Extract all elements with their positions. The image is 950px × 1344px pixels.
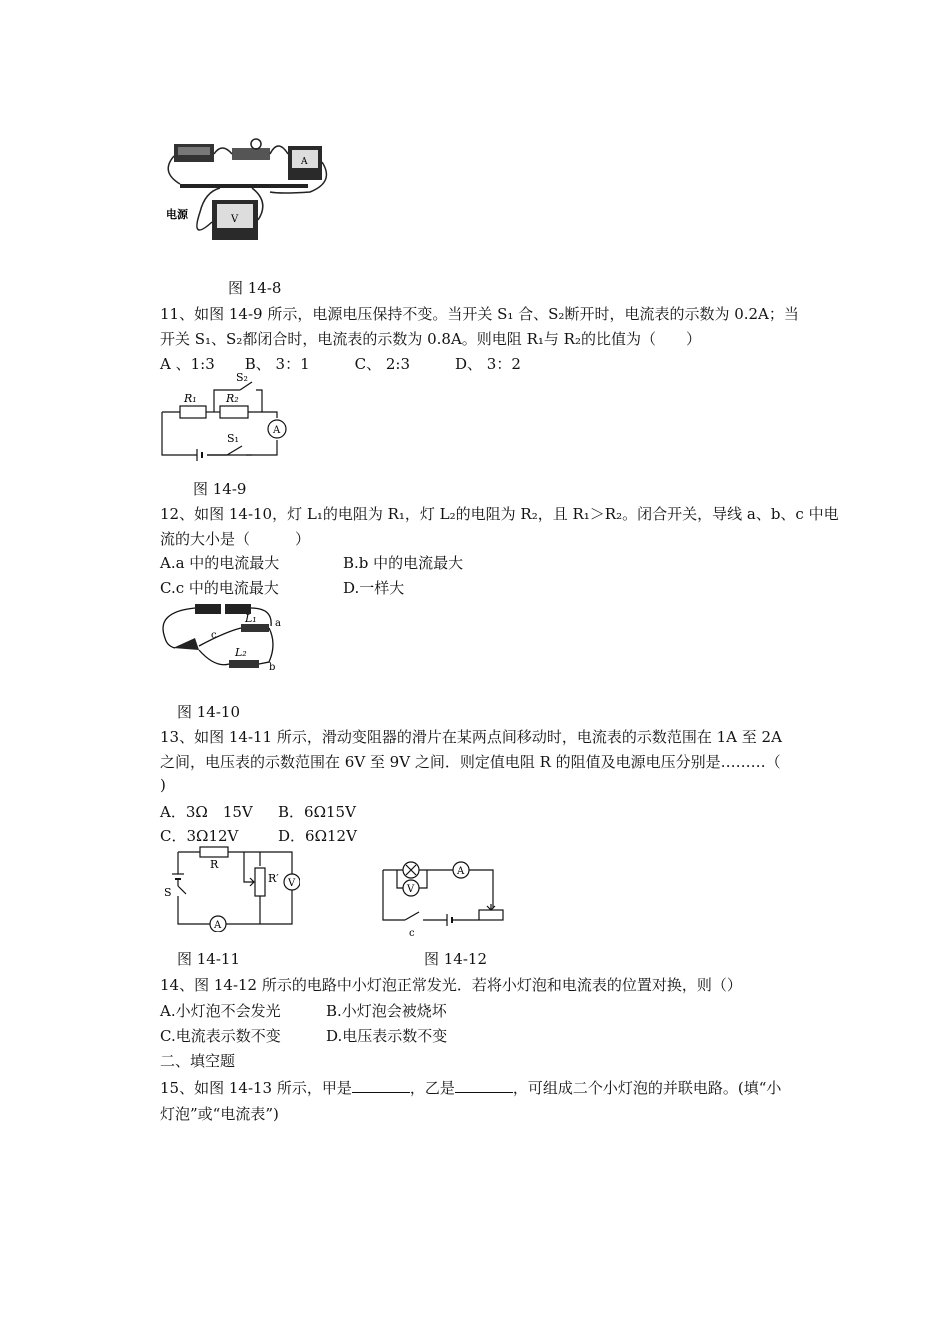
q12-option-c: C.c 中的电流最大: [160, 579, 279, 597]
caption-fig-14-12: 图 14-12: [424, 950, 488, 968]
fig14-11-ammeter-letter: A: [214, 920, 222, 931]
fig14-12-switch-label: c: [409, 928, 415, 939]
fig14-8-ammeter-letter: A: [301, 157, 308, 167]
fig14-10-c-label: c: [211, 630, 217, 641]
fig14-11-voltmeter-letter: V: [288, 878, 296, 889]
q12-line2: 流的大小是（ ）: [160, 530, 311, 548]
q11-options: A 、1:3 B、 3：1 C、 2:3 D、 3：2: [160, 355, 521, 373]
caption-fig-14-8: 图 14-8: [228, 279, 282, 297]
caption-fig-14-9: 图 14-9: [193, 480, 247, 498]
q15-blank-jia[interactable]: [352, 1078, 410, 1093]
fig14-10-b-label: b: [269, 662, 276, 673]
q11-line1: 11、如图 14-9 所示，电源电压保持不变。当开关 S₁ 合、S₂断开时，电流表的示数为 0.2A；当: [160, 305, 799, 323]
q14-option-d: D.电压表示数不变: [326, 1027, 448, 1045]
caption-fig-14-10: 图 14-10: [177, 703, 241, 721]
fig14-9-s2-label: S₂: [236, 371, 248, 384]
figure-14-10-circuit: [155, 598, 285, 680]
q13-line1: 13、如图 14-11 所示，滑动变阻器的滑片在某两点间移动时，电流表的示数范围在 1A 至 2A: [160, 728, 782, 746]
fig14-9-r1-label: R₁: [184, 392, 197, 405]
q15-blank-yi[interactable]: [455, 1078, 513, 1093]
fig14-10-l2-label: L₂: [235, 646, 247, 659]
q14-option-c: C.电流表示数不变: [160, 1027, 281, 1045]
q12-option-a: A.a 中的电流最大: [160, 554, 280, 572]
q15-part2: ，乙是: [409, 1079, 455, 1097]
q13-line2: 之间，电压表的示数范围在 6V 至 9V 之间．则定值电阻 R 的阻值及电源电压分别是………（: [160, 753, 781, 771]
fig14-8-battery-label: 电源: [166, 208, 188, 221]
q14-line1: 14、图 14-12 所示的电路中小灯泡正常发光．若将小灯泡和电流表的位置对换，则（）: [160, 976, 742, 994]
q12-option-d: D.一样大: [343, 579, 405, 597]
fig14-12-ammeter-letter: A: [457, 866, 465, 877]
fig14-9-s1-label: S₁: [227, 432, 239, 445]
figure-14-8: [160, 132, 335, 250]
q13-option-b: B．6Ω15V: [278, 803, 356, 821]
fig14-8-voltmeter-letter: V: [231, 214, 239, 225]
q15-part1: 15、如图 14-13 所示，甲是: [160, 1079, 352, 1097]
q14-option-a: A.小灯泡不会发光: [160, 1002, 281, 1020]
figure-14-9-circuit: [152, 370, 302, 462]
q13-line3: ): [160, 776, 166, 794]
q11-line2: 开关 S₁、S₂都闭合时，电流表的示数为 0.8A。则电阻 R₁与 R₂的比值为（ ）: [160, 330, 701, 348]
fig14-10-a-label: a: [275, 618, 281, 629]
q13-option-a: A．3Ω 15V: [160, 803, 253, 821]
figure-14-11-circuit: [160, 846, 300, 932]
fig14-9-ammeter-letter: A: [273, 425, 281, 436]
q12-line1: 12、如图 14-10，灯 L₁的电阻为 R₁，灯 L₂的电阻为 R₂，且 R₁＞R₂。闭合开关，导线 a、b、c 中电: [160, 505, 839, 523]
caption-fig-14-11: 图 14-11: [177, 950, 241, 968]
q14-option-b: B.小灯泡会被烧坏: [326, 1002, 447, 1020]
fig14-11-s-label: S: [164, 886, 172, 899]
q12-option-b: B.b 中的电流最大: [343, 554, 464, 572]
q13-option-d: D．6Ω12V: [278, 827, 357, 845]
q15-line1: [160, 1077, 781, 1098]
q15-part3: ，可组成二个小灯泡的并联电路。(填“小: [512, 1079, 782, 1097]
q15-line2: 灯泡”或“电流表”): [160, 1105, 279, 1123]
section-2-title: 二、填空题: [160, 1052, 236, 1070]
fig14-9-r2-label: R₂: [226, 392, 239, 405]
fig14-11-rprime-label: R′: [268, 872, 279, 885]
q13-option-c: C．3Ω12V: [160, 827, 239, 845]
fig14-12-voltmeter-letter: V: [407, 884, 415, 895]
figure-14-12-circuit: [375, 852, 505, 940]
fig14-10-l1-label: L₁: [245, 612, 257, 625]
fig14-11-r-label: R: [210, 858, 219, 871]
